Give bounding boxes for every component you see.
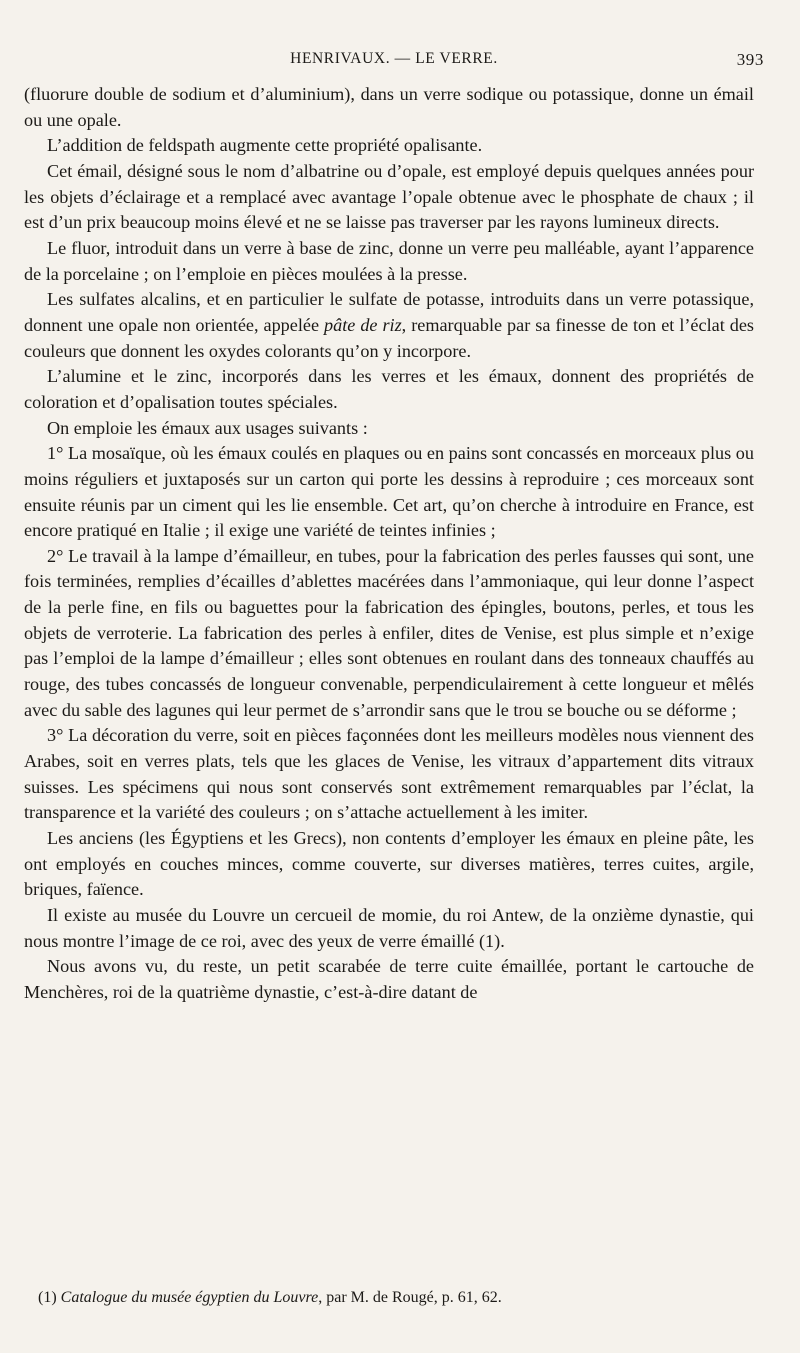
paragraph: Les anciens (les Égyptiens et les Grecs), non contents d’employer les émaux en pleine pâte, les ont employés en couches minces, comme couverte, sur diverses matières, terres cuites, argile, briques, faïence.	[24, 828, 754, 900]
footnote-marker: (1)	[38, 1289, 61, 1306]
paragraph: 3° La décoration du verre, soit en pièces façonnées dont les meilleurs modèles nous viennent des Arabes, soit en verres plats, tels que les glaces de Venise, les vitraux d’appartement dits vitraux suisses. Les spécimens qui nous sont conservés sont extrêmement remarquables par l’éclat, la transparence et la variété des couleurs ; on s’attache actuellement à les imiter.	[24, 725, 754, 823]
paragraph: On emploie les émaux aux usages suivants :	[47, 417, 368, 438]
paragraph: Nous avons vu, du reste, un petit scarabée de terre cuite émaillée, portant le cartouche de Menchères, roi de la quatrième dynastie, c’est-à-dire datant de	[24, 956, 754, 1002]
paragraph: L’addition de feldspath augmente cette propriété opalisante.	[47, 135, 483, 156]
paragraph: Les sulfates alcalins, et en particulier le sulfate de potasse, introduits dans un verre potassique, donnent une opale non orientée, appelée pâte de riz, remarquable par sa finesse de ton et l’éclat des couleurs que donnent les oxydes colorants qu’on y incorpore.	[24, 289, 754, 361]
body-text	[24, 82, 754, 1006]
paragraph: 2° Le travail à la lampe d’émailleur, en tubes, pour la fabrication des perles fausses qui sont, une fois terminées, remplies d’écailles d’ablettes macérées dans l’ammoniaque, qui leur donne l’aspect de la perle fine, en fils ou baguettes pour la fabrication des épingles, boutons, perles, et tous les objets de verroterie. La fabrication des perles à enfiler, dites de Venise, est plus simple et n’exige pas l’emploi de la lampe d’émailleur ; elles sont obtenues en roulant dans des tonneaux chauffés au rouge, des tubes concassés de longueur convenable, perpendiculairement à cette longueur et mêlés avec du sable des lagunes qui leur permet de s’arrondir sans que le trou se bouche ou se déforme ;	[24, 545, 754, 720]
italic-term: pâte de riz	[324, 314, 402, 335]
paragraph: Cet émail, désigné sous le nom d’albatrine ou d’opale, est employé depuis quelques années pour les objets d’éclairage et a remplacé avec avantage l’opale obtenue avec le phosphate de chaux ; il est d’un prix beaucoup moins élevé et ne se laisse pas traverser par les rayons lumineux directs.	[24, 160, 754, 233]
paragraph: Le fluor, introduit dans un verre à base de zinc, donne un verre peu malléable, ayant l’apparence de la porcelaine ; on l’emploie en pièces moulées à la presse.	[24, 237, 754, 284]
paragraph: Il existe au musée du Louvre un cercueil de momie, du roi Antew, de la onzième dynastie, qui nous montre l’image de ce roi, avec des yeux de verre émaillé (1).	[24, 905, 754, 951]
running-title: HENRIVAUX. — LE VERRE.	[290, 50, 498, 67]
footnote-text: , par M. de Rougé, p. 61, 62.	[318, 1289, 502, 1306]
running-head	[24, 50, 764, 76]
footnote	[24, 1287, 754, 1309]
footnote-title: Catalogue du musée égyptien du Louvre	[60, 1289, 319, 1306]
paragraph: (fluorure double de sodium et d’aluminium), dans un verre sodique ou potassique, donne un émail ou une opale.	[24, 84, 754, 130]
page-number: 393	[736, 50, 764, 69]
paragraph: L’alumine et le zinc, incorporés dans les verres et les émaux, donnent des propriétés de coloration et d’opalisation toutes spéciales.	[24, 366, 754, 412]
paragraph: 1° La mosaïque, où les émaux coulés en plaques ou en pains sont concassés en morceaux plus ou moins réguliers et juxtaposés sur un carton qui porte les dessins à reproduire ; ces morceaux sont ensuite réunis par un ciment qui les lie ensemble. Cet art, qu’on cherche à introduire en France, est encore pratiqué en Italie ; il exige une variété de teintes infinies ;	[24, 443, 754, 541]
